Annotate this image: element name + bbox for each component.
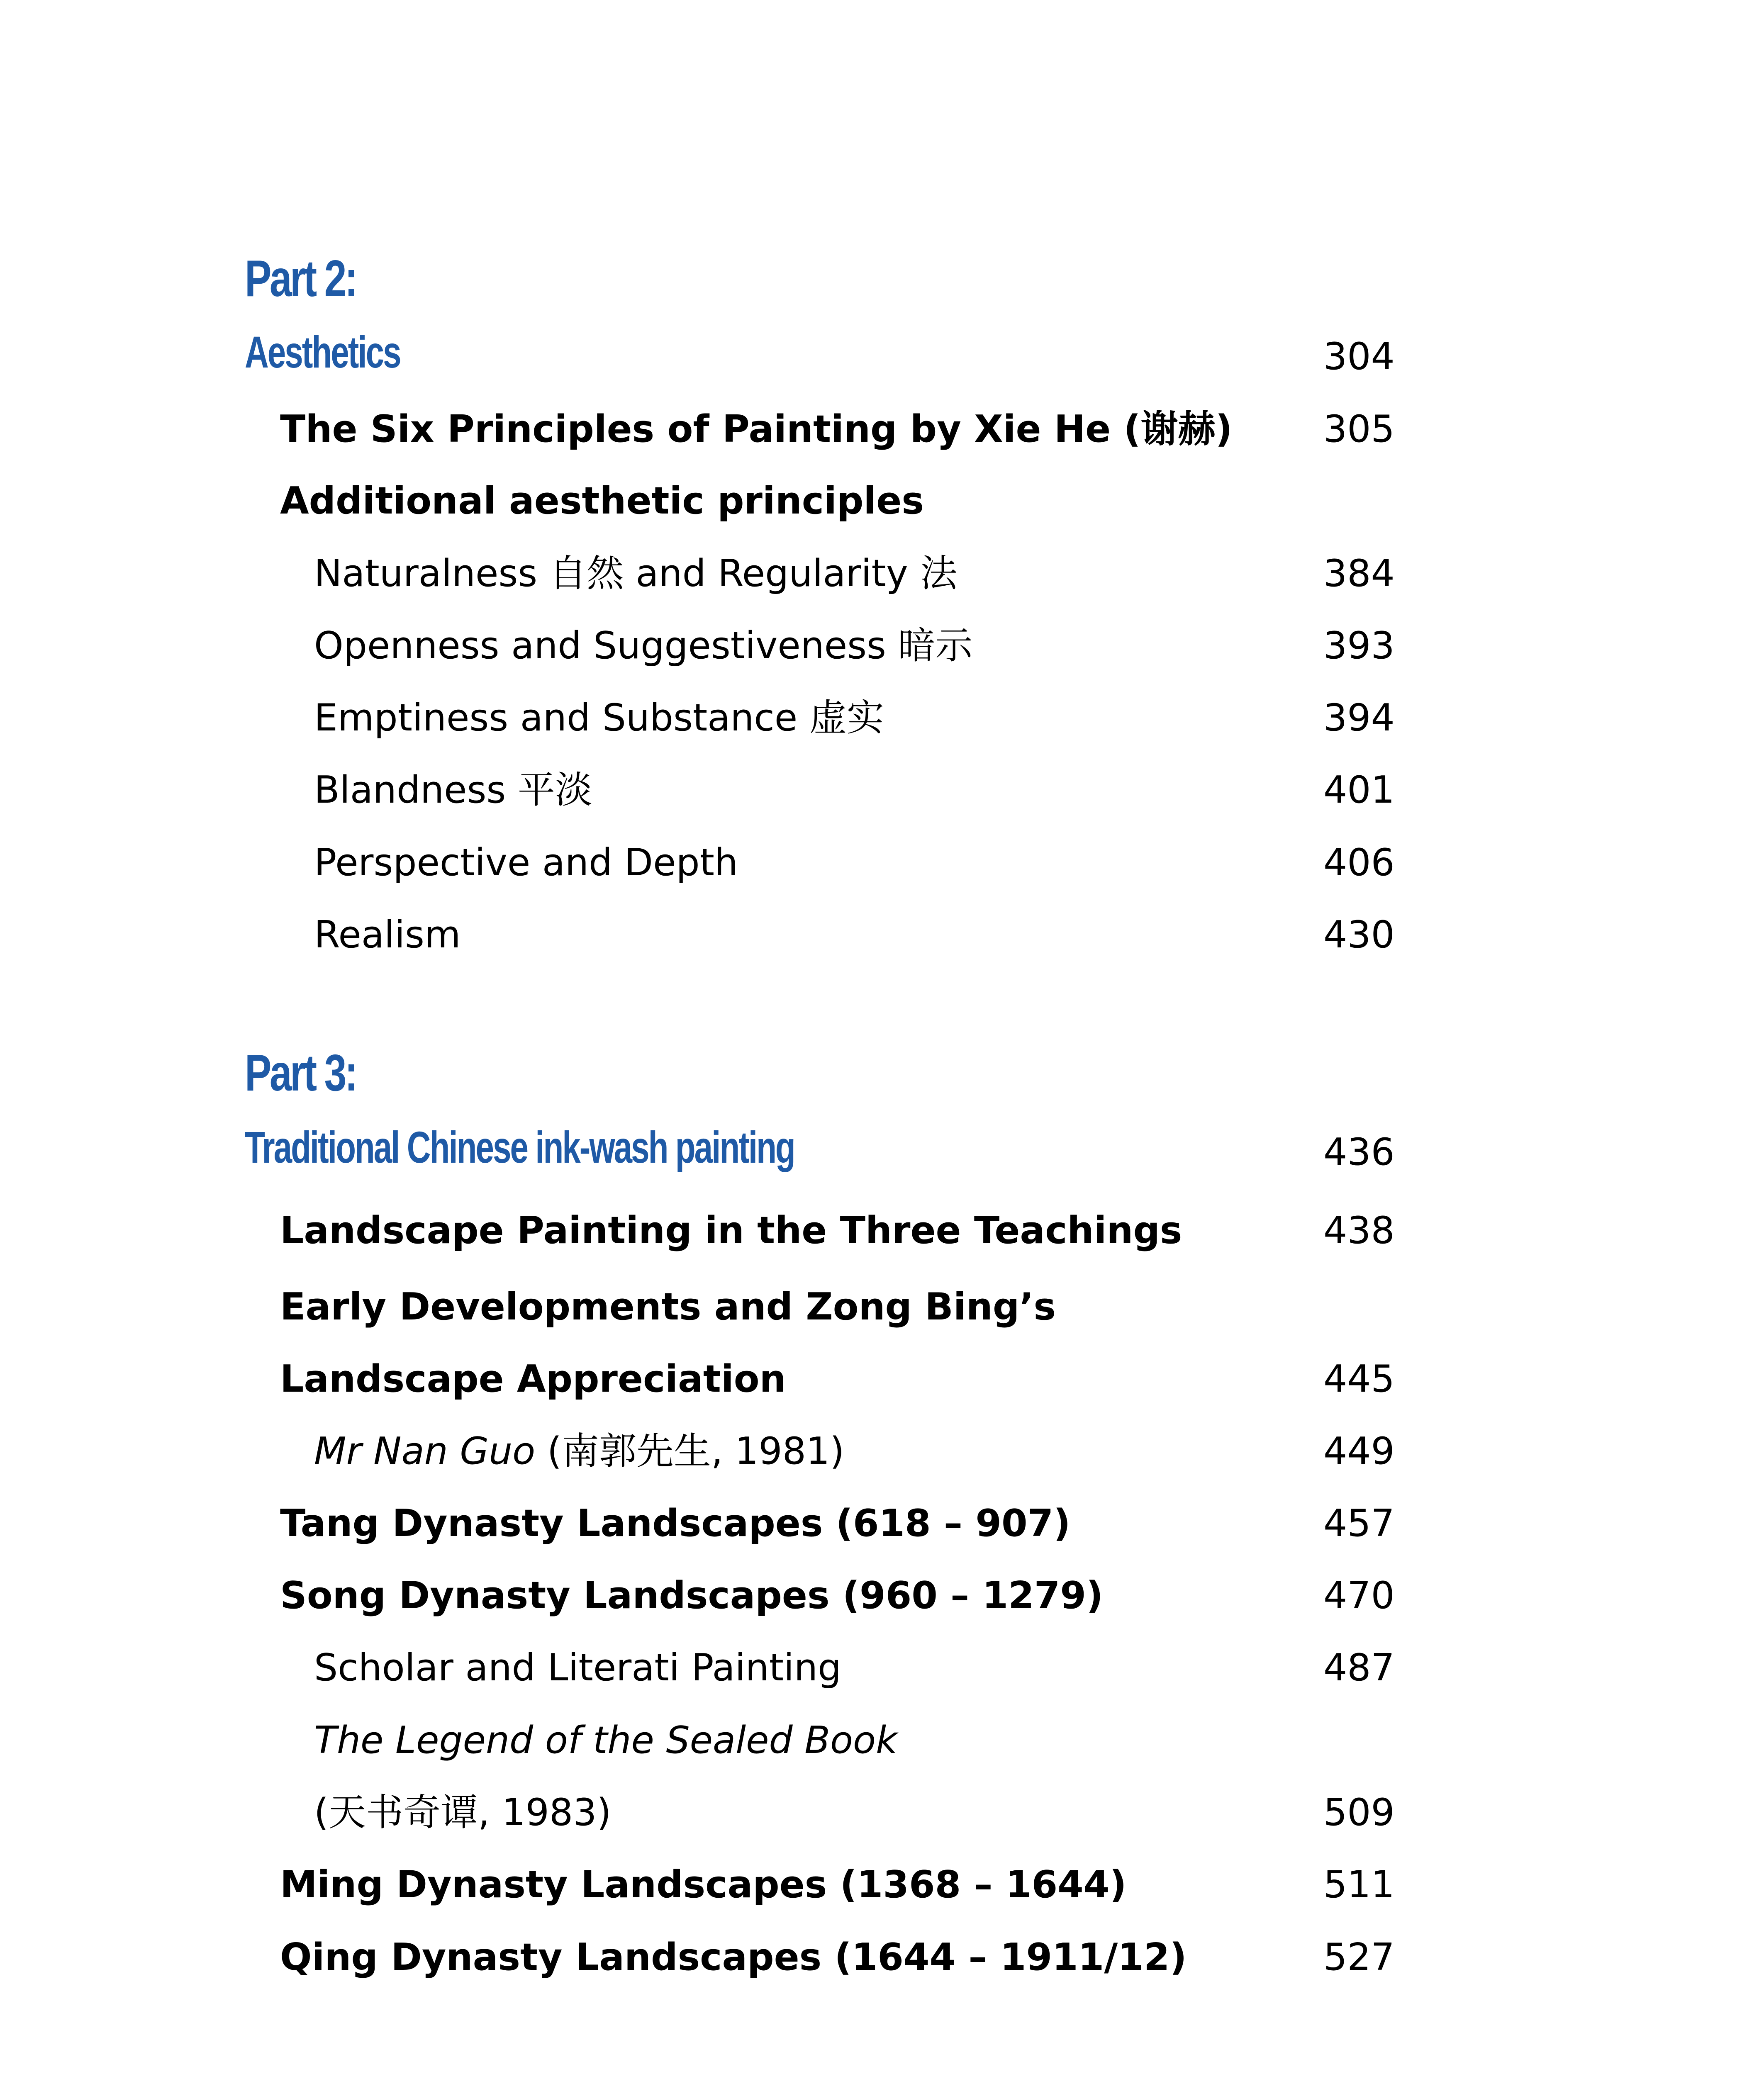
part3-title: Traditional Chinese ink-wash painting [245, 1122, 794, 1172]
toc-entry[interactable]: Scholar and Literati Painting [314, 1646, 842, 1689]
toc-entry[interactable]: Landscape Appreciation [280, 1357, 786, 1401]
toc-page-number: 430 [1323, 913, 1395, 957]
toc-page-number: 509 [1323, 1791, 1395, 1834]
toc-page-number: 438 [1323, 1209, 1395, 1252]
film-title: Mr Nan Guo [314, 1429, 536, 1473]
toc-page-number: 449 [1323, 1429, 1395, 1473]
toc-entry[interactable]: The Six Principles of Painting by Xie He (谢赫) [280, 407, 1233, 451]
part2-title-page: 304 [1323, 335, 1395, 378]
part3-title-page: 436 [1323, 1130, 1395, 1174]
toc-page-number: 401 [1323, 768, 1395, 812]
toc-page-number: 393 [1323, 624, 1395, 667]
toc-entry[interactable]: Openness and Suggestiveness 暗示 [314, 624, 973, 667]
toc-entry[interactable]: Naturalness 自然 and Regularity 法 [314, 552, 958, 595]
toc-entry[interactable]: Landscape Painting in the Three Teachings [280, 1209, 1182, 1252]
part2-label: Part 2: [245, 250, 356, 307]
toc-page-number: 394 [1323, 696, 1395, 740]
toc-entry[interactable] [314, 1429, 845, 1473]
toc-entry[interactable]: Ming Dynasty Landscapes (1368 – 1644) [280, 1863, 1127, 1906]
toc-entry[interactable]: The Legend of the Sealed Book [314, 1719, 898, 1762]
toc-page-number: 511 [1323, 1863, 1395, 1906]
toc-entry[interactable]: Song Dynasty Landscapes (960 – 1279) [280, 1574, 1104, 1617]
part3-label: Part 3: [245, 1044, 356, 1102]
toc-entry[interactable]: Realism [314, 913, 461, 957]
toc-entry[interactable]: Blandness 平淡 [314, 768, 592, 812]
toc-page-number: 406 [1323, 841, 1395, 884]
toc-entry[interactable]: Early Developments and Zong Bing’s [280, 1285, 1056, 1329]
toc-entry[interactable]: Perspective and Depth [314, 841, 738, 884]
toc-entry[interactable]: Additional aesthetic principles [280, 479, 924, 523]
toc-page-number: 305 [1323, 407, 1395, 451]
toc-entry[interactable]: Tang Dynasty Landscapes (618 – 907) [280, 1502, 1071, 1545]
toc-page-number: 445 [1323, 1357, 1395, 1401]
toc-page-number: 384 [1323, 552, 1395, 595]
toc-entry[interactable]: Qing Dynasty Landscapes (1644 – 1911/12) [280, 1935, 1187, 1979]
toc-page-number: 457 [1323, 1502, 1395, 1545]
toc-entry[interactable]: (天书奇谭, 1983) [314, 1791, 612, 1834]
toc-page-number: 487 [1323, 1646, 1395, 1689]
film-note: (南郭先生, 1981) [535, 1429, 845, 1473]
part2-title: Aesthetics [245, 327, 400, 377]
toc-page-number: 527 [1323, 1935, 1395, 1979]
toc-page-number: 470 [1323, 1574, 1395, 1617]
toc-entry[interactable]: Emptiness and Substance 虚实 [314, 696, 884, 740]
